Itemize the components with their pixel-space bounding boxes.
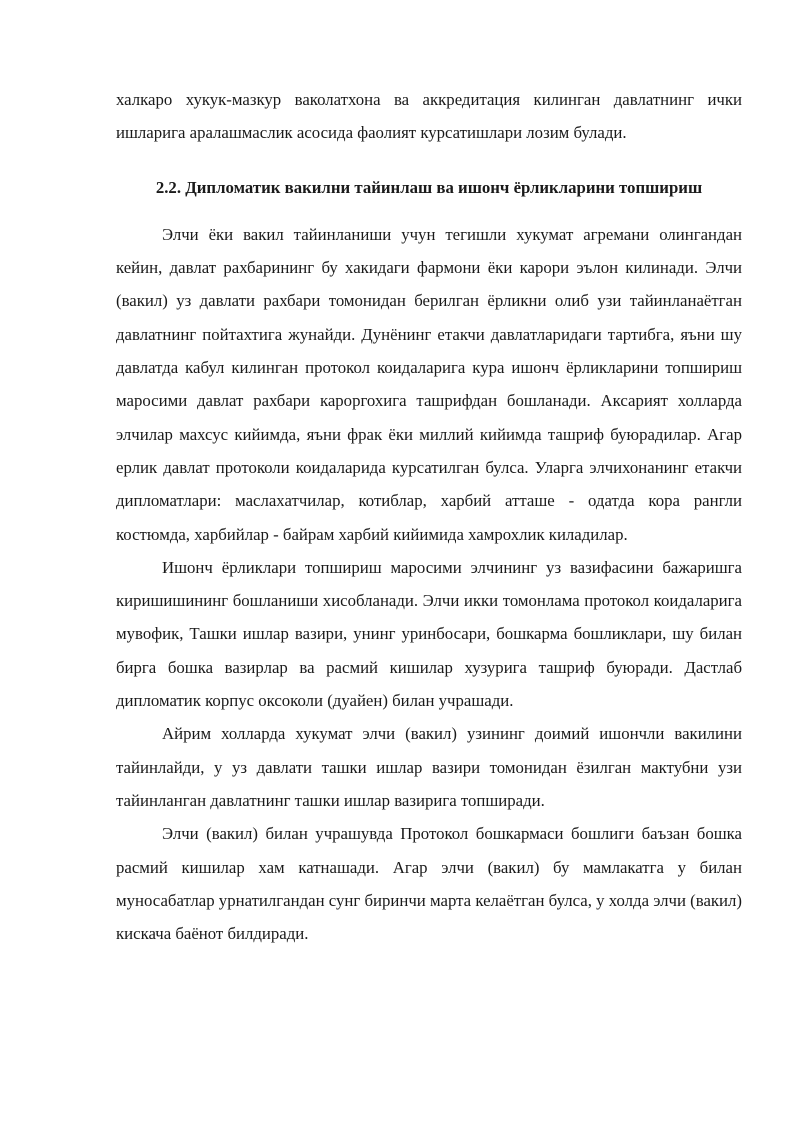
paragraph-credentials-ceremony: Элчи ёки вакил тайинланиши учун тегишли хукумат агремани олингандан кейин, давлат рахбарининг бу хакидаги фармони ёки карори эълон килинади. Элчи (вакил) уз давлати рахбари томонидан берилган ёрликни олиб узи тайинланаётган давлатнинг пойтахтига жунайди. Дунёнинг етакчи давлатларидаги тартибга, яъни шу давлатда кабул килинган протокол коидаларига кура ишонч ёрликларини топшириш маросими давлат рахбари кароргохига ташрифдан бошланади. Аксарият холларда элчилар махсус кийимда, яъни фрак ёки миллий кийимда ташриф буюрадилар. Агар ерлик давлат протоколи коидаларида курсатилган булса. Уларга элчихонанинг етакчи дипломатлари: маслахатчилар, котиблар, харбий атташе - одатда кора рангли костюмда, харбийлар - байрам харбий кийимида хамрохлик киладилар. bbox=[116, 224, 742, 544]
paragraph-ceremony-start: Ишонч ёрликлари топшириш маросими элчининг уз вазифасини бажаришга киришишининг бошланиши хисобланади. Элчи икки томонлама протокол коидаларига мувофик, Ташки ишлар вазири, унинг уринбосари, бошкарма бошликлари, шу билан бирга бошка вазирлар ва расмий кишилар хузурига ташриф буюради. Дастлаб дипломатик корпус оксоколи (дуайен) билан учрашади. bbox=[116, 557, 742, 711]
intro-paragraph: халкаро хукук-мазкур ваколатхона ва аккредитация килинган давлатнинг ички ишларига аралашмаслик асосида фаолият курсатишлари лозим булади. bbox=[116, 90, 742, 143]
paragraph-meeting: Элчи (вакил) билан учрашувда Протокол бошкармаси бошлиги баъзан бошка расмий кишилар хам катнашади. Агар элчи (вакил) бу мамлакатга у билан муносабатлар урнатилгандан сунг биринчи марта келаётган булса, у холда элчи (вакил) кискача баёнот билдиради. bbox=[116, 824, 742, 944]
section-heading: 2.2. Дипломатик вакилни тайинлаш ва ишонч ёрликларини топшириш bbox=[155, 177, 703, 197]
paragraph-charge-affaires: Айрим холларда хукумат элчи (вакил) узининг доимий ишончли вакилини тайинлайди, у уз давлати ташки ишлар вазири томонидан ёзилган мактубни узи тайинланган давлатнинг ташки ишлар вазирига топширади. bbox=[116, 724, 742, 810]
